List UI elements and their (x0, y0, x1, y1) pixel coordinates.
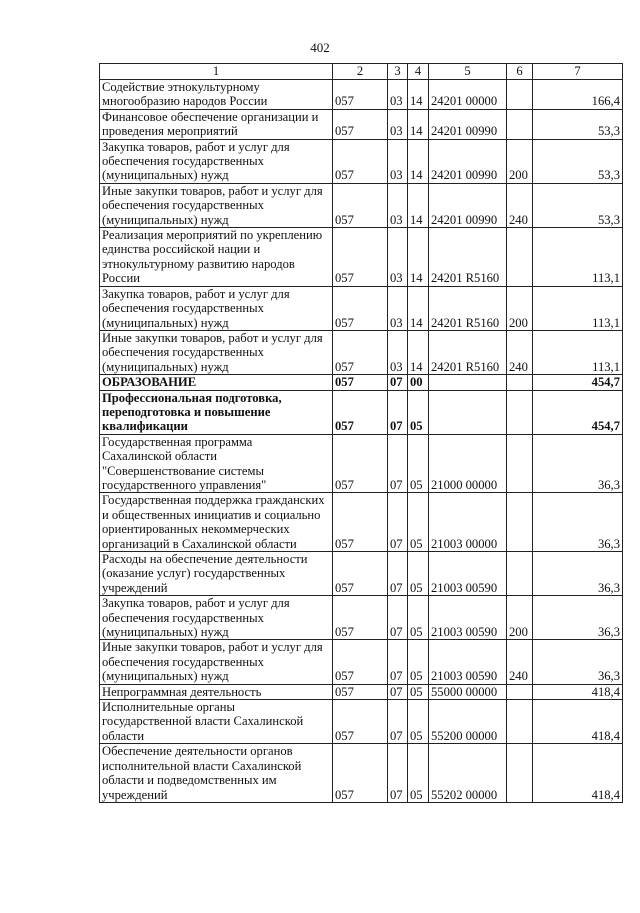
expense-type-cell (507, 80, 533, 110)
row-description (100, 80, 333, 110)
subsection-cell: 05 (408, 640, 429, 684)
row-description (100, 109, 333, 139)
target-article-cell: 21003 00590 (429, 596, 507, 640)
subsection-cell: 05 (408, 552, 429, 596)
row-description (100, 390, 333, 434)
target-article-cell: 24201 00990 (429, 109, 507, 139)
subsection-cell: 05 (408, 596, 429, 640)
description-line: Иные закупки товаров, работ и услуг для (102, 640, 323, 655)
subsection-cell: 05 (408, 434, 429, 493)
row-description (100, 700, 333, 744)
description-line: Содействие этнокультурному (102, 80, 260, 94)
table-row (100, 493, 623, 552)
row-description (100, 640, 333, 684)
description-line: единства российской нации и (102, 242, 261, 257)
table-row (100, 375, 623, 390)
section-cell: 03 (388, 286, 408, 330)
table-row (100, 183, 623, 227)
description-line: Расходы на обеспечение деятельности (102, 552, 308, 566)
section-cell: 07 (388, 744, 408, 803)
expense-type-cell (507, 434, 533, 493)
target-article-cell: 24201 00990 (429, 183, 507, 227)
admin-code-cell: 057 (333, 640, 388, 684)
subsection-cell: 05 (408, 700, 429, 744)
description-line: ориентированных некоммерческих (102, 522, 290, 537)
admin-code-cell: 057 (333, 552, 388, 596)
description-line: переподготовка и повышение (102, 404, 271, 419)
description-line: Реализация мероприятий по укреплению (102, 228, 323, 243)
description-line: организаций в Сахалинской области (102, 536, 297, 551)
target-article-cell: 21003 00590 (429, 640, 507, 684)
target-article-cell (429, 390, 507, 434)
description-line: области и подведомственных им (102, 773, 277, 788)
table-row (100, 330, 623, 374)
amount-cell: 113,1 (533, 330, 623, 374)
section-cell: 03 (388, 80, 408, 110)
subsection-cell: 05 (408, 493, 429, 552)
subsection-cell: 14 (408, 286, 429, 330)
expense-type-cell (507, 744, 533, 803)
subsection-cell: 14 (408, 183, 429, 227)
admin-code-cell: 057 (333, 390, 388, 434)
table-row (100, 80, 623, 110)
header-cell-7: 7 (533, 64, 623, 80)
table-row (100, 434, 623, 493)
row-description (100, 744, 333, 803)
description-line: Иные закупки товаров, работ и услуг для (102, 330, 323, 345)
section-cell: 07 (388, 493, 408, 552)
description-line: этнокультурному развитию народов (102, 256, 295, 271)
section-cell: 03 (388, 183, 408, 227)
amount-cell: 53,3 (533, 183, 623, 227)
subsection-cell: 05 (408, 744, 429, 803)
description-line: квалификации (102, 419, 188, 434)
description-line: Сахалинской области (102, 449, 217, 464)
amount-cell: 454,7 (533, 375, 623, 390)
row-description (100, 228, 333, 287)
amount-cell: 418,4 (533, 744, 623, 803)
section-cell: 03 (388, 139, 408, 183)
section-cell: 07 (388, 596, 408, 640)
table-row (100, 640, 623, 684)
target-article-cell: 21003 00000 (429, 493, 507, 552)
amount-cell: 113,1 (533, 286, 623, 330)
target-article-cell: 24201 R5160 (429, 286, 507, 330)
description-line: (муниципальных) нужд (102, 315, 229, 330)
description-line: Профессиональная подготовка, (102, 390, 282, 405)
description-line: обеспечения государственных (102, 301, 264, 316)
description-line: Финансовое обеспечение организации и (102, 109, 319, 124)
table-header-row (100, 64, 623, 80)
target-article-cell (429, 375, 507, 390)
amount-cell: 36,3 (533, 552, 623, 596)
description-line: проведения мероприятий (102, 124, 238, 139)
description-line: обеспечения государственных (102, 610, 264, 625)
expense-type-cell (507, 109, 533, 139)
expense-type-cell (507, 390, 533, 434)
subsection-cell: 00 (408, 375, 429, 390)
description-line: области (102, 728, 145, 743)
section-cell: 07 (388, 434, 408, 493)
expense-type-cell: 240 (507, 183, 533, 227)
section-cell: 07 (388, 700, 408, 744)
description-line: учреждений (102, 580, 168, 595)
row-description (100, 139, 333, 183)
header-cell-2: 2 (333, 64, 388, 80)
amount-cell: 418,4 (533, 700, 623, 744)
table-row (100, 139, 623, 183)
amount-cell: 418,4 (533, 684, 623, 699)
row-description (100, 596, 333, 640)
description-line: обеспечения государственных (102, 345, 264, 360)
table-row (100, 228, 623, 287)
table-row (100, 286, 623, 330)
budget-table (99, 63, 623, 803)
description-line: (оказание услуг) государственных (102, 566, 286, 581)
admin-code-cell: 057 (333, 493, 388, 552)
expense-type-cell (507, 552, 533, 596)
description-line: Исполнительные органы (102, 700, 235, 715)
admin-code-cell: 057 (333, 139, 388, 183)
admin-code-cell: 057 (333, 596, 388, 640)
description-line: государственной власти Сахалинской (102, 714, 304, 729)
page-number: 402 (310, 40, 330, 55)
expense-type-cell: 240 (507, 640, 533, 684)
subsection-cell: 05 (408, 684, 429, 699)
section-cell: 07 (388, 390, 408, 434)
section-cell: 07 (388, 640, 408, 684)
table-row (100, 744, 623, 803)
expense-type-cell (507, 228, 533, 287)
subsection-cell: 14 (408, 109, 429, 139)
description-line: обеспечения государственных (102, 198, 264, 213)
section-cell: 03 (388, 228, 408, 287)
description-line: (муниципальных) нужд (102, 168, 229, 183)
subsection-cell: 14 (408, 330, 429, 374)
subsection-cell: 05 (408, 390, 429, 434)
target-article-cell: 55000 00000 (429, 684, 507, 699)
description-line: и общественных инициатив и социально (102, 507, 321, 522)
amount-cell: 36,3 (533, 640, 623, 684)
section-cell: 07 (388, 552, 408, 596)
description-line: Обеспечение деятельности органов (102, 744, 293, 759)
amount-cell: 166,4 (533, 80, 623, 110)
admin-code-cell: 057 (333, 286, 388, 330)
description-line: многообразию народов России (102, 94, 268, 109)
target-article-cell: 24201 00990 (429, 139, 507, 183)
description-line: Государственная поддержка гражданских (102, 493, 325, 508)
description-line: обеспечения государственных (102, 654, 264, 669)
table-row (100, 684, 623, 699)
amount-cell: 36,3 (533, 493, 623, 552)
admin-code-cell: 057 (333, 228, 388, 287)
amount-cell: 36,3 (533, 596, 623, 640)
admin-code-cell: 057 (333, 330, 388, 374)
expense-type-cell (507, 375, 533, 390)
target-article-cell: 21003 00590 (429, 552, 507, 596)
description-line: Иные закупки товаров, работ и услуг для (102, 183, 323, 198)
admin-code-cell: 057 (333, 700, 388, 744)
row-description (100, 552, 333, 596)
amount-cell: 454,7 (533, 390, 623, 434)
table-row (100, 109, 623, 139)
header-cell-1: 1 (100, 64, 333, 80)
section-cell: 03 (388, 330, 408, 374)
description-line: Закупка товаров, работ и услуг для (102, 596, 290, 611)
row-description (100, 330, 333, 374)
expense-type-cell (507, 700, 533, 744)
subsection-cell: 14 (408, 80, 429, 110)
table-row (100, 596, 623, 640)
admin-code-cell: 057 (333, 183, 388, 227)
header-cell-4: 4 (408, 64, 429, 80)
row-description (100, 434, 333, 493)
table-row (100, 552, 623, 596)
description-line: учреждений (102, 787, 168, 802)
target-article-cell: 24201 R5160 (429, 228, 507, 287)
section-cell: 03 (388, 109, 408, 139)
description-line: Закупка товаров, работ и услуг для (102, 139, 290, 154)
expense-type-cell: 200 (507, 286, 533, 330)
header-cell-3: 3 (388, 64, 408, 80)
expense-type-cell: 200 (507, 596, 533, 640)
admin-code-cell: 057 (333, 109, 388, 139)
description-line: Непрограммная деятельность (102, 684, 262, 699)
row-description (100, 493, 333, 552)
target-article-cell: 24201 R5160 (429, 330, 507, 374)
description-line: "Совершенствование системы (102, 463, 264, 478)
row-description (100, 286, 333, 330)
amount-cell: 36,3 (533, 434, 623, 493)
description-line: государственного управления" (102, 477, 267, 492)
section-cell: 07 (388, 684, 408, 699)
row-description (100, 183, 333, 227)
target-article-cell: 55202 00000 (429, 744, 507, 803)
description-line: (муниципальных) нужд (102, 212, 229, 227)
admin-code-cell: 057 (333, 684, 388, 699)
description-line: Закупка товаров, работ и услуг для (102, 286, 290, 301)
description-line: исполнительной власти Сахалинской (102, 758, 302, 773)
description-line: обеспечения государственных (102, 154, 264, 169)
expense-type-cell (507, 684, 533, 699)
subsection-cell: 14 (408, 228, 429, 287)
description-line: (муниципальных) нужд (102, 625, 229, 640)
table-row (100, 390, 623, 434)
row-description (100, 375, 333, 390)
description-line: ОБРАЗОВАНИЕ (102, 375, 197, 390)
row-description (100, 684, 333, 699)
table-row (100, 700, 623, 744)
target-article-cell: 21000 00000 (429, 434, 507, 493)
admin-code-cell: 057 (333, 80, 388, 110)
description-line: России (102, 271, 140, 286)
section-cell: 07 (388, 375, 408, 390)
expense-type-cell: 200 (507, 139, 533, 183)
amount-cell: 113,1 (533, 228, 623, 287)
expense-type-cell (507, 493, 533, 552)
target-article-cell: 55200 00000 (429, 700, 507, 744)
description-line: Государственная программа (102, 434, 253, 449)
amount-cell: 53,3 (533, 139, 623, 183)
header-cell-6: 6 (507, 64, 533, 80)
expense-type-cell: 240 (507, 330, 533, 374)
header-cell-5: 5 (429, 64, 507, 80)
admin-code-cell: 057 (333, 434, 388, 493)
description-line: (муниципальных) нужд (102, 669, 229, 684)
subsection-cell: 14 (408, 139, 429, 183)
amount-cell: 53,3 (533, 109, 623, 139)
description-line: (муниципальных) нужд (102, 359, 229, 374)
admin-code-cell: 057 (333, 744, 388, 803)
admin-code-cell: 057 (333, 375, 388, 390)
target-article-cell: 24201 00000 (429, 80, 507, 110)
